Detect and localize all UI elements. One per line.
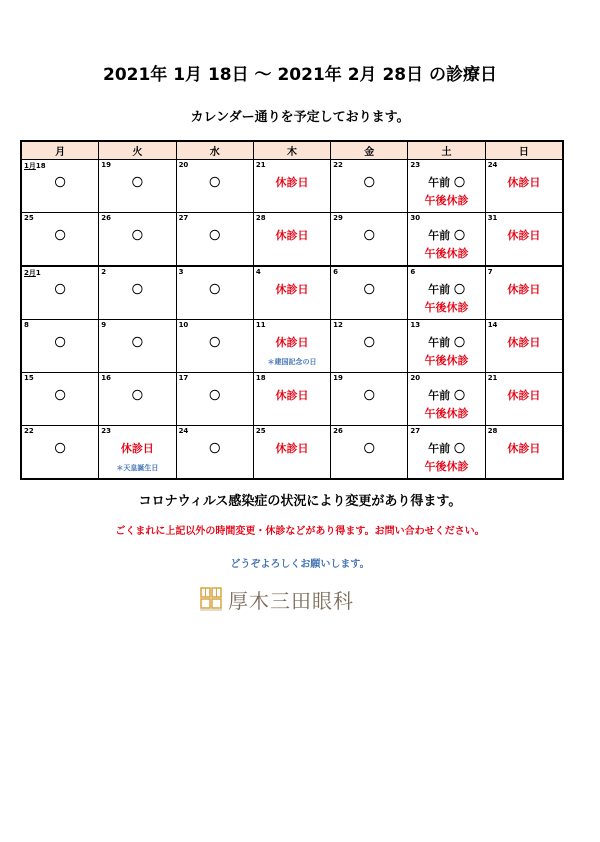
- day-cell: [21, 320, 99, 373]
- day-cell: [408, 213, 485, 267]
- weekday-header: 土: [408, 141, 485, 160]
- day-number: [410, 427, 420, 435]
- day-label: 8: [24, 321, 29, 329]
- day-label: 23: [410, 161, 421, 169]
- afternoon-closed-label: 午後休診: [424, 247, 469, 260]
- day-number: [488, 321, 498, 329]
- day-label: 27: [410, 427, 421, 435]
- day-label: 11: [255, 321, 266, 329]
- day-label: 9: [101, 321, 107, 329]
- day-number: [333, 214, 343, 222]
- day-number: [24, 321, 29, 329]
- day-number: [24, 374, 34, 382]
- day-cell: [21, 160, 99, 213]
- day-number: [333, 268, 338, 276]
- page-subtitle: カレンダー通りを予定しております。: [190, 110, 410, 125]
- day-cell: [176, 373, 253, 426]
- day-label: 20: [178, 161, 189, 169]
- day-label: 15: [24, 374, 34, 382]
- open-status: 〇: [209, 336, 221, 349]
- day-cell: [99, 266, 176, 320]
- day-number: [410, 161, 420, 169]
- day-number: [333, 427, 343, 435]
- day-number: [256, 427, 266, 435]
- open-status: 〇: [54, 389, 66, 402]
- closed-label: 休診日: [275, 336, 309, 349]
- open-status: 〇: [131, 336, 143, 349]
- open-status: 〇: [363, 389, 375, 402]
- week-row: [21, 426, 563, 480]
- day-number: [179, 268, 184, 276]
- day-cell: [408, 320, 485, 373]
- day-label: 26: [101, 214, 112, 222]
- weekday-header-row: [21, 141, 563, 160]
- day-number: [256, 268, 261, 276]
- day-cell: [253, 266, 330, 320]
- day-label: 17: [178, 374, 189, 382]
- day-number: [488, 374, 498, 382]
- open-status: 〇: [54, 176, 66, 189]
- day-number: [488, 214, 498, 222]
- day-cell: [485, 426, 563, 480]
- weekday-header: 日: [485, 141, 563, 160]
- page-title: 2021年 1月 18日 ～ 2021年 2月 28日 の診療日: [102, 65, 498, 85]
- day-label: 28: [487, 427, 498, 435]
- closed-label: 休診日: [275, 283, 309, 296]
- weekday-header: 月: [21, 141, 99, 160]
- day-cell: [253, 373, 330, 426]
- week-row: [21, 266, 563, 320]
- day-label: 19: [101, 161, 112, 169]
- open-status: 午前 〇: [428, 229, 465, 242]
- day-label: 25: [24, 214, 34, 222]
- open-status: 午前 〇: [428, 336, 465, 349]
- day-number: [179, 214, 189, 222]
- day-label: 16: [101, 374, 112, 382]
- day-label: 24: [178, 427, 189, 435]
- day-number: [488, 427, 498, 435]
- closed-label: 休診日: [507, 389, 541, 402]
- open-status: 〇: [363, 442, 375, 455]
- day-label: 23: [101, 427, 112, 435]
- closed-label: 休診日: [507, 283, 541, 296]
- day-cell: [331, 320, 408, 373]
- day-cell: [331, 266, 408, 320]
- day-number: [24, 427, 34, 435]
- day-cell: [485, 320, 563, 373]
- day-number: [488, 161, 498, 169]
- day-number: [410, 374, 420, 382]
- day-number: [24, 161, 46, 171]
- open-status: 〇: [363, 229, 375, 242]
- day-number: [410, 268, 415, 276]
- closed-label: 休診日: [507, 176, 541, 189]
- day-number: [101, 374, 111, 382]
- day-cell: [21, 426, 99, 480]
- day-label: 14: [487, 321, 498, 329]
- day-number: [179, 374, 189, 382]
- day-number: [101, 321, 106, 329]
- open-status: 〇: [363, 336, 375, 349]
- open-status: 〇: [54, 442, 66, 455]
- day-cell: [176, 266, 253, 320]
- day-label: 31: [487, 214, 498, 222]
- day-label: 18: [255, 374, 266, 382]
- day-cell: [253, 426, 330, 480]
- open-status: 〇: [209, 229, 221, 242]
- day-cell: [99, 426, 176, 480]
- open-status: 午前 〇: [428, 283, 465, 296]
- closed-label: 休診日: [507, 336, 541, 349]
- covid-notice: コロナウィルス感染症の状況により変更があり得ます。: [138, 494, 462, 509]
- day-number: [410, 321, 420, 329]
- closed-label: 休診日: [120, 442, 154, 455]
- day-label: 27: [178, 214, 189, 222]
- day-label: 29: [333, 214, 343, 222]
- day-cell: [176, 320, 253, 373]
- day-label: 1: [35, 269, 41, 277]
- day-cell: [253, 213, 330, 267]
- open-status: 〇: [54, 229, 66, 242]
- calendar-table: [20, 140, 564, 480]
- open-status: 〇: [363, 283, 375, 296]
- day-cell: [21, 213, 99, 267]
- open-status: 午前 〇: [428, 176, 465, 189]
- day-label: 2: [101, 268, 107, 276]
- day-label: 12: [333, 321, 343, 329]
- open-status: 〇: [131, 229, 143, 242]
- closed-label: 休診日: [507, 442, 541, 455]
- day-number: [256, 214, 266, 222]
- open-status: 〇: [209, 389, 221, 402]
- day-cell: [331, 373, 408, 426]
- afternoon-closed-label: 午後休診: [424, 301, 469, 314]
- weekday-header: 水: [176, 141, 253, 160]
- closing-greeting: どうぞよろしくお願いします。: [230, 559, 370, 570]
- day-number: [179, 161, 189, 169]
- day-number: [333, 321, 343, 329]
- day-cell: [331, 426, 408, 480]
- day-label: 21: [487, 374, 498, 382]
- open-status: 〇: [209, 283, 221, 296]
- open-status: 〇: [363, 176, 375, 189]
- day-number: [256, 161, 266, 169]
- day-label: 10: [178, 321, 189, 329]
- day-label: 6: [333, 268, 338, 276]
- day-label: 28: [255, 214, 266, 222]
- calendar-body: [21, 160, 563, 480]
- day-number: [179, 427, 189, 435]
- month-label: 2月: [24, 269, 36, 277]
- day-number: [24, 214, 34, 222]
- day-label: 22: [24, 427, 34, 435]
- day-cell: [408, 373, 485, 426]
- day-label: 3: [178, 268, 184, 276]
- closed-label: 休診日: [275, 176, 309, 189]
- day-cell: [99, 373, 176, 426]
- clinic-logo: [200, 585, 354, 613]
- day-cell: [176, 213, 253, 267]
- day-label: 20: [410, 374, 421, 382]
- weekday-header: 木: [253, 141, 330, 160]
- holiday-note: ＊天皇誕生日: [116, 464, 159, 472]
- day-label: 21: [255, 161, 266, 169]
- week-row: [21, 160, 563, 213]
- week-row: [21, 320, 563, 373]
- day-label: 6: [410, 268, 416, 276]
- day-number: [101, 268, 106, 276]
- day-label: 25: [255, 427, 266, 435]
- week-row: [21, 373, 563, 426]
- day-cell: [485, 213, 563, 267]
- open-status: 〇: [131, 283, 143, 296]
- clinic-name: 厚木三田眼科: [228, 588, 354, 613]
- schedule-change-warning: ごくまれに上記以外の時間変更・休診などがあり得ます。お問い合わせください。: [115, 526, 485, 537]
- closed-label: 休診日: [507, 229, 541, 242]
- day-label: 13: [410, 321, 421, 329]
- day-number: [256, 374, 266, 382]
- closed-label: 休診日: [275, 442, 309, 455]
- afternoon-closed-label: 午後休診: [424, 407, 469, 420]
- holiday-note: ＊建国記念の日: [267, 358, 317, 366]
- day-cell: [99, 320, 176, 373]
- month-label: 1月: [24, 162, 36, 170]
- day-number: [101, 214, 111, 222]
- closed-label: 休診日: [275, 229, 309, 242]
- day-number: [179, 321, 189, 329]
- day-label: 4: [255, 268, 261, 276]
- day-number: [101, 427, 111, 435]
- day-number: [256, 321, 266, 329]
- day-cell: [408, 426, 485, 480]
- day-cell: [485, 160, 563, 213]
- day-cell: [408, 266, 485, 320]
- day-cell: [21, 266, 99, 320]
- day-number: [333, 161, 343, 169]
- day-number: [410, 214, 420, 222]
- day-cell: [485, 266, 563, 320]
- day-label: 24: [487, 161, 498, 169]
- open-status: 〇: [131, 176, 143, 189]
- day-label: 18: [35, 162, 46, 170]
- open-status: 午前 〇: [428, 442, 465, 455]
- weekday-header: 火: [99, 141, 176, 160]
- day-cell: [485, 373, 563, 426]
- afternoon-closed-label: 午後休診: [424, 460, 469, 473]
- day-cell: [408, 160, 485, 213]
- day-number: [24, 268, 41, 278]
- weekday-header: 金: [331, 141, 408, 160]
- day-label: 22: [333, 161, 343, 169]
- day-cell: [99, 213, 176, 267]
- open-status: 〇: [209, 176, 221, 189]
- day-cell: [253, 160, 330, 213]
- day-cell: [253, 320, 330, 373]
- day-cell: [331, 213, 408, 267]
- day-label: 30: [410, 214, 421, 222]
- day-cell: [99, 160, 176, 213]
- open-status: 〇: [209, 442, 221, 455]
- afternoon-closed-label: 午後休診: [424, 194, 469, 207]
- open-status: 午前 〇: [428, 389, 465, 402]
- open-status: 〇: [54, 336, 66, 349]
- day-cell: [331, 160, 408, 213]
- day-number: [333, 374, 343, 382]
- day-label: 7: [487, 268, 493, 276]
- day-number: [101, 161, 111, 169]
- day-cell: [21, 373, 99, 426]
- week-row: [21, 213, 563, 267]
- clinic-logo-icon: [200, 587, 222, 611]
- day-cell: [176, 160, 253, 213]
- day-label: 26: [333, 427, 343, 435]
- day-number: [488, 268, 493, 276]
- open-status: 〇: [131, 389, 143, 402]
- open-status: 〇: [54, 283, 66, 296]
- afternoon-closed-label: 午後休診: [424, 354, 469, 367]
- closed-label: 休診日: [275, 389, 309, 402]
- day-cell: [176, 426, 253, 480]
- day-label: 19: [333, 374, 343, 382]
